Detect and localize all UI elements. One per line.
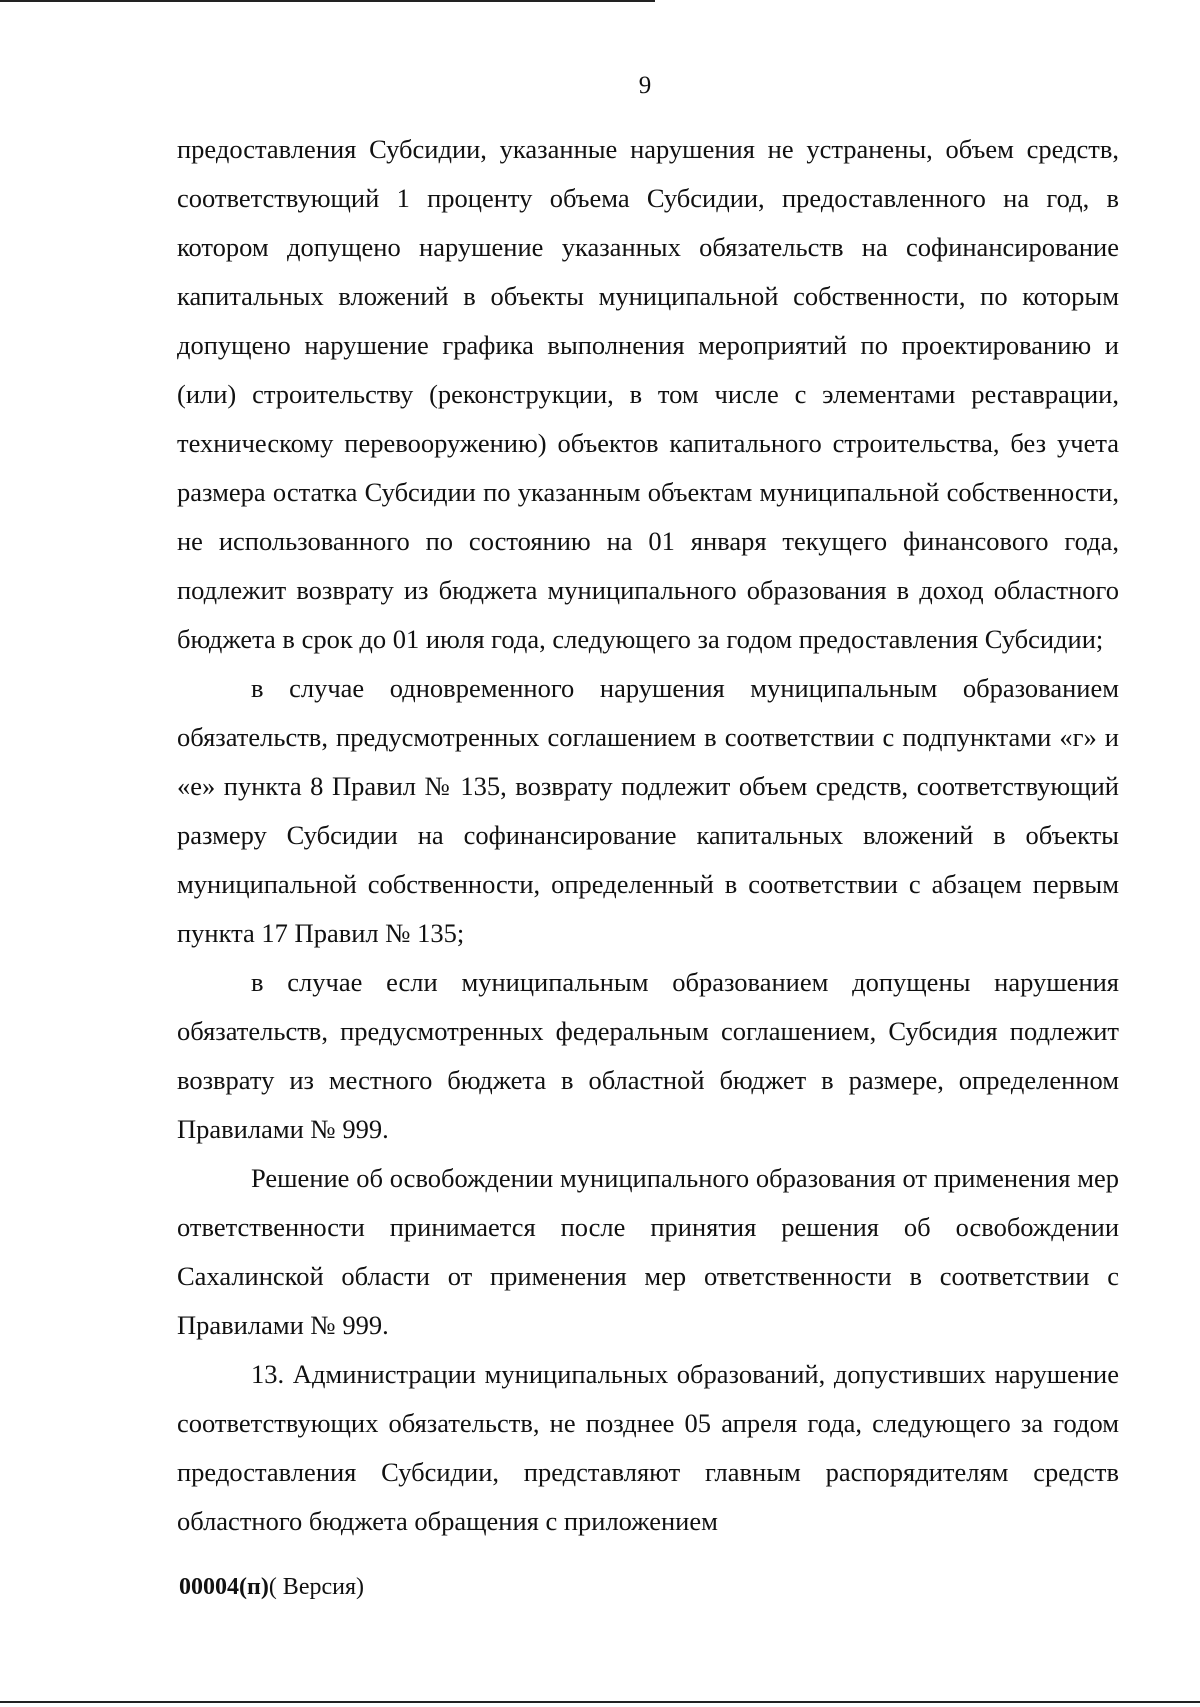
document-code: 00004(п) [179,1574,269,1600]
document-footer [179,1574,364,1601]
paragraph-exemption-decision: Решение об освобождении муниципального образования от применения мер ответственности принимается после принятия решения об освобождении Сахалинской области от применения мер ответственности в соответствии с Правилами № 999. [177,1163,1119,1340]
paragraph-simultaneous-violation: в случае одновременного нарушения муниципальным образованием обязательств, предусмотренных соглашением в соответствии с подпунктами «г» и «е» пункта 8 Правил № 135, возврату подлежит объем средств, соответствующий размеру Субсидии на софинансирование капитальных вложений в объекты муниципальной собственности, определенный в соответствии с абзацем первым пункта 17 Правил № 135; [177,673,1119,948]
paragraph-federal-agreement: в случае если муниципальным образованием допущены нарушения обязательств, предусмотренных федеральным соглашением, Субсидия подлежит возврату из местного бюджета в областной бюджет в размере, определенном Правилами № 999. [177,967,1119,1144]
page-number: 9 [638,72,652,99]
paragraph-continuation: предоставления Субсидии, указанные нарушения не устранены, объем средств, соответствующий 1 проценту объема Субсидии, предоставленного на год, в котором допущено нарушение указанных обязательств на софинансирование капитальных вложений в объекты муниципальной собственности, по которым допущено нарушение графика выполнения мероприятий по проектированию и (или) строительству (реконструкции, в том числе с элементами реставрации, техническому перевооружению) объектов капитального строительства, без учета размера остатка Субсидии по указанным объектам муниципальной собственности, не использованного по состоянию на 01 января текущего финансового года, подлежит возврату из бюджета муниципального образования в доход областного бюджета в срок до 01 июля года, следующего за годом предоставления Субсидии; [177,134,1119,654]
document-version: ( Версия) [268,1574,364,1600]
bottom-border-line [0,1701,1200,1703]
top-border-line [0,0,655,2]
document-body [177,125,1119,1546]
paragraph-item-13: 13. Администрации муниципальных образований, допустивших нарушение соответствующих обязательств, не позднее 05 апреля года, следующего за годом предоставления Субсидии, представляют главным распорядителям средств областного бюджета обращения с приложением [177,1359,1119,1536]
